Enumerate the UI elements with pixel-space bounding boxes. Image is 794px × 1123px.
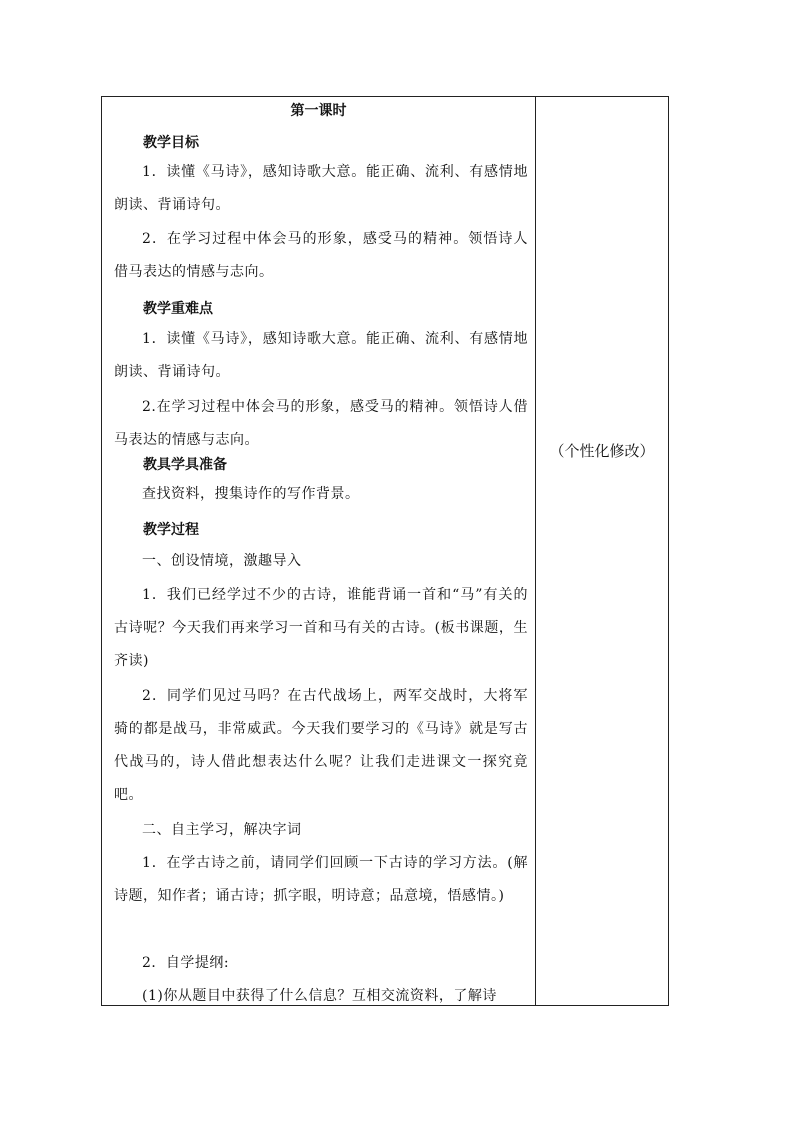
step-1-title: 一、创设情境，激趣导入 xyxy=(142,553,302,569)
goal-2: 2．在学习过程中体会马的形象，感受马的精神。领悟诗人借马表达的情感与志向。 xyxy=(114,231,528,280)
heading-key-points: 教学重难点 xyxy=(143,301,213,317)
revision-cell xyxy=(536,97,668,1005)
step-2-title: 二、自主学习，解决字词 xyxy=(142,822,302,838)
preparation-text: 查找资料，搜集诗作的写作背景。 xyxy=(142,486,360,502)
lesson-table xyxy=(101,96,669,1006)
step-1-paragraph-1: 1．我们已经学过不少的古诗，谁能背诵一首和“马”有关的古诗呢？今天我们再来学习一首和马有关的古诗。(板书课题，生齐读) xyxy=(114,587,528,669)
lesson-title: 第一课时 xyxy=(290,103,347,119)
heading-goals: 教学目标 xyxy=(143,135,199,151)
goal-1: 1．读懂《马诗》，感知诗歌大意。能正确、流利、有感情地朗读、背诵诗句。 xyxy=(114,164,528,213)
key-point-2: 2.在学习过程中体会马的形象，感受马的精神。领悟诗人借马表达的情感与志向。 xyxy=(114,399,528,448)
step-2-paragraph-3: (1)你从题目中获得了什么信息？互相交流资料，了解诗 xyxy=(142,988,497,1004)
step-1-paragraph-2: 2．同学们见过马吗？在古代战场上，两军交战时，大将军骑的都是战马，非常威武。今天我们要学习的《马诗》就是写古代战马的，诗人借此想表达什么呢？让我们走进课文一探究竟吧。 xyxy=(114,688,528,803)
revision-note: （个性化修改） xyxy=(549,442,655,460)
step-2-paragraph-2: 2．自学提纲: xyxy=(142,955,230,971)
key-point-1: 1．读懂《马诗》，感知诗歌大意。能正确、流利、有感情地朗读、背诵诗句。 xyxy=(114,331,528,380)
lesson-content-cell xyxy=(102,97,535,1005)
heading-process: 教学过程 xyxy=(143,522,199,538)
step-2-paragraph-1: 1．在学古诗之前，请同学们回顾一下古诗的学习方法。(解诗题，知作者；诵古诗；抓字眼，明诗意；品意境，悟感情。) xyxy=(114,855,528,904)
heading-preparation: 教具学具准备 xyxy=(143,457,227,473)
